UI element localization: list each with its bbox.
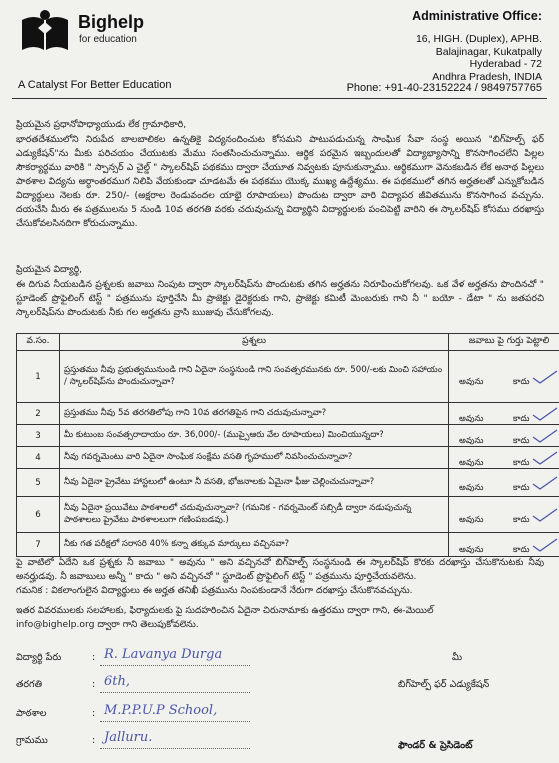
answer-cell <box>449 497 559 533</box>
row-number: 1 <box>17 351 60 403</box>
table-row <box>17 351 559 403</box>
no-option[interactable]: కాదు <box>513 413 530 424</box>
yes-option[interactable]: అవును <box>459 514 484 525</box>
row-question: నీకు గత పరీక్షలో సరాసరి 40% కన్నా తక్కువ మార్కులు వచ్చినవా? <box>60 533 449 557</box>
row-number: 2 <box>17 403 60 425</box>
office-title: Administrative Office: <box>412 9 542 23</box>
address-line: Balajinagar, Kukatpally <box>435 45 542 58</box>
contact-text: ఇతర వివరములకు సలహాలకు, ఫిర్యాదులకు పై సుదహరించిన ఏదైనా చిరునామాకు ఉత్తరము ద్వారా గాని, ఈ-మెయిల్ <box>16 605 434 616</box>
field-underline <box>100 665 250 666</box>
salutation-student: ప్రియమైన విద్యార్థి, <box>16 264 83 275</box>
no-option[interactable]: కాదు <box>513 544 530 555</box>
brand-subtitle: for education <box>79 34 137 45</box>
answer-cell <box>449 533 559 557</box>
disability-note: గమనిక : వికలాంగులైన విద్యార్థులు ఈ అర్హత తనిఖీ పత్రమును నింపకుండానే నేరుగా దరఖాస్తు చేసుకొనవచ్చును. <box>16 585 413 596</box>
field-colon: : <box>92 735 96 746</box>
yes-option[interactable]: అవును <box>459 435 484 446</box>
address-line: Andhra Pradesh, INDIA <box>432 70 542 83</box>
row-number: 5 <box>17 469 60 497</box>
handwritten-tick-icon <box>531 507 559 523</box>
handwritten-tick-icon <box>531 537 559 553</box>
handwritten-value: R. Lavanya Durga <box>104 647 223 662</box>
table-row <box>17 425 559 447</box>
field-colon: : <box>92 708 96 719</box>
eligibility-table <box>16 333 559 557</box>
field-underline <box>100 748 250 749</box>
row-question: ప్రస్తుతము నీవు 5వ తరగతిలోపు గాని 10వ తరగతిపైన గాని చదువుచున్నావా? <box>60 403 449 425</box>
field-label: గ్రామము <box>16 735 48 746</box>
no-option[interactable]: కాదు <box>513 514 530 525</box>
yes-option[interactable]: అవును <box>459 482 484 493</box>
yes-option[interactable]: అవును <box>459 413 484 424</box>
table-row <box>17 533 559 557</box>
handwritten-value: M.P.P.U.P School, <box>104 703 218 718</box>
no-option[interactable]: కాదు <box>513 435 530 446</box>
no-option[interactable]: కాదు <box>513 482 530 493</box>
no-option[interactable]: కాదు <box>513 376 530 387</box>
handwritten-tick-icon <box>531 475 559 491</box>
office-address <box>282 9 542 83</box>
logo-emblem-icon <box>18 6 72 56</box>
intro-paragraph: భారతదేశములోని నిరుపేద బాలబాలికల ఉన్నతికై విద్యనందించుట కోసమని పాటుపడుచున్న సాంఘిక సేవా సంస్థ అయిన "బిగ్‌హెల్ప్ ఫర్ ఎడ్యుకేషన్"ను మీకు పరిచయం చేయుటకు మేము సంతసించుచున్నాము. ఆర్థిక పరమైన ఇబ్బందులతో విద్యాభ్యాసాన్ని కొనసాగించలేని పిల్లల సౌకర్యార్థము వారికి " స్పాన్సర్ ఎ చైల్డ్ " స్కాలర్‌షిప్ పథకము ద్వారా చేయూత నివ్వటకు పూనుకున్నాము. ఆర్థికముగా వెనుకబడిన లేక అనాథ పిల్లలు పాఠశాల విద్యను అర్ధాంతరముగ నిలిపి వేయకుండా చూడటమే ఈ పథకము యొక్క ముఖ్య ఉద్దేశ్యము. ఈ పథకములో తగిన అర్హతలతో ఎన్నుకోబడిన విద్యార్థులు నెలకు రూ. 250/- (అక్షరాల రెండువందల యాభై రూపాయలు) పొందుట ద్వారా వారి విద్యాపర జీవితమును కొనసాగించ వచ్చును. దయచేసి మీరు ఈ పత్రములను 5 నుండి 10వ తరగతి వరకు చదువుచున్న విద్యార్థిని విద్యార్థులకు పంచిపెట్టి వారిని ఈ స్కాలర్‌షిప్ కోసము దరఖాస్తు చేసుకోవలసినదిగా కోరుచున్నాము. <box>16 134 544 229</box>
field-label: విద్యార్థి పేరు <box>16 652 62 663</box>
row-number: 7 <box>17 533 60 557</box>
field-underline <box>100 692 250 693</box>
header-divider <box>12 98 547 99</box>
contact-email: info@bighelp.org ద్వారా గాని తెలుపుకోవలెను. <box>16 619 199 630</box>
signature-title: ఫౌండర్ & ప్రెసిడెంట్ <box>398 740 473 751</box>
yes-option[interactable]: అవును <box>459 544 484 555</box>
row-number: 3 <box>17 425 60 447</box>
row-question: నీవు ఏదైనా ప్రైవేటు హాస్టలులో ఉంటూ నీ వసతి, భోజనాలకు ఏమైనా ఫీజు చెల్లించుచున్నావా? <box>60 469 449 497</box>
header-answer: జవాబు పై గుర్తు పెట్టాలి <box>449 334 559 351</box>
field-colon: : <box>92 652 96 663</box>
row-question: నీవు గవర్నమెంటు వారి ఏదైనా సాంఘిక సంక్షేమ వసతి గృహములో నివసించుచున్నావా? <box>60 447 449 469</box>
yes-option[interactable]: అవును <box>459 376 484 387</box>
yes-option[interactable]: అవును <box>459 457 484 468</box>
answer-cell <box>449 447 559 469</box>
signature-regards: మీ <box>452 652 463 663</box>
address-line: Hyderabad - 72 <box>469 58 542 70</box>
eligibility-rule: పై వాటిలో ఏదేని ఒక ప్రశ్నకు నీ జవాబు " అవును " అని వచ్చినచో బిగ్‌హెల్ప్ సంస్థనుండి ఈ స్కాలర్‌షిప్ కొరకు దరఖాస్తు చేసుకొనుటకు నీవు అనర్హుడవు. నీ జవాబులు అన్నీ " కాదు " అని వచ్చినచో " స్టూడెంట్ ప్రొఫైలింగ్ టెస్ట్ " పత్రమును పూర్తిచేయవలెను. <box>16 557 544 582</box>
table-row <box>17 447 559 469</box>
brand-name: Bighelp <box>78 12 144 32</box>
salutation-headmaster: ప్రియమైన ప్రధానోపాధ్యాయుడు లేక గ్రామాధికారి, <box>16 119 187 130</box>
instructions-paragraph: ఈ దిగువ నీయబడిన ప్రశ్నలకు జవాబు నింపుట ద్వారా స్కాలర్‌షిప్‌ను పొందుటకు తగిన అర్హతను నిరూపించుకోగలవు. ఒక వేళ అర్హతను పొందినచో " స్టూడెంట్ ప్రొఫైలింగ్ టెస్ట్ " పత్రమును పూర్తిచేసి మీ ప్రాజెక్టు డైరెక్టరుకు గాని, ప్రాజెక్టు కమిటీ మెంబరుకు గాని నీ " బయో - డేటా " ను జతపరచి స్కాలర్‌షిప్‌ను పొందుటకు నీకు గల అర్హతను వ్రాసి ఋజువు చేసుకోగలవు. <box>16 279 544 318</box>
header-serial: వ.సం. <box>17 334 60 351</box>
table-row <box>17 403 559 425</box>
table-row <box>17 469 559 497</box>
tagline: A Catalyst For Better Education <box>18 79 172 91</box>
answer-cell <box>449 403 559 425</box>
row-question: నీవు ఏదైనా ప్రయివేటు పాఠశాలలో చదువుచున్నావా? (గమనిక - గవర్నమెంట్ సబ్సిడీ ద్వారా నడుపుచున్న పాఠశాలలు ప్రైవేటు పాఠశాలలుగా గణింపబడవు.) <box>60 497 449 533</box>
address-line: 16, HIGH. (Duplex), APHB. <box>415 33 542 45</box>
office-phone: Phone: +91-40-23152224 / 9849757765 <box>346 82 542 94</box>
handwritten-value: Jalluru. <box>104 730 153 745</box>
header-questions: ప్రశ్నలు <box>60 334 449 351</box>
answer-cell <box>449 425 559 447</box>
answer-cell <box>449 469 559 497</box>
handwritten-tick-icon <box>531 428 559 444</box>
answer-cell <box>449 351 559 403</box>
handwritten-value: 6th, <box>104 674 130 689</box>
table-row <box>17 497 559 533</box>
row-question: ప్రస్తుతము నీవు ప్రభుత్వమునుండి గాని ఏదైనా సంస్థనుండి గాని సంవత్సరమునకు రూ. 500/-లకు మించి సహాయం / స్కాలర్‌షిప్‌ను పొందుచున్నావా? <box>60 351 449 403</box>
contact-note <box>16 604 544 632</box>
eligibility-note <box>16 556 544 598</box>
field-underline <box>100 721 250 722</box>
bighelp-logo <box>18 6 198 58</box>
table-header-row <box>17 334 559 351</box>
signature-org: బిగ్‌హెల్ప్ ఫర్ ఎడ్యుకేషన్ <box>398 679 490 690</box>
field-label: తరగతి <box>16 679 42 690</box>
handwritten-tick-icon <box>531 369 559 385</box>
handwritten-tick-icon <box>531 406 559 422</box>
row-number: 6 <box>17 497 60 533</box>
row-number: 4 <box>17 447 60 469</box>
handwritten-tick-icon <box>531 450 559 466</box>
no-option[interactable]: కాదు <box>513 457 530 468</box>
field-label: పాఠశాల <box>16 708 47 719</box>
field-colon: : <box>92 679 96 690</box>
row-question: మీ కుటుంబ సంవత్సరాదాయం రూ. 36,000/- (ముప్పైఆరు వేల రూపాయలు) మించియున్నదా? <box>60 425 449 447</box>
